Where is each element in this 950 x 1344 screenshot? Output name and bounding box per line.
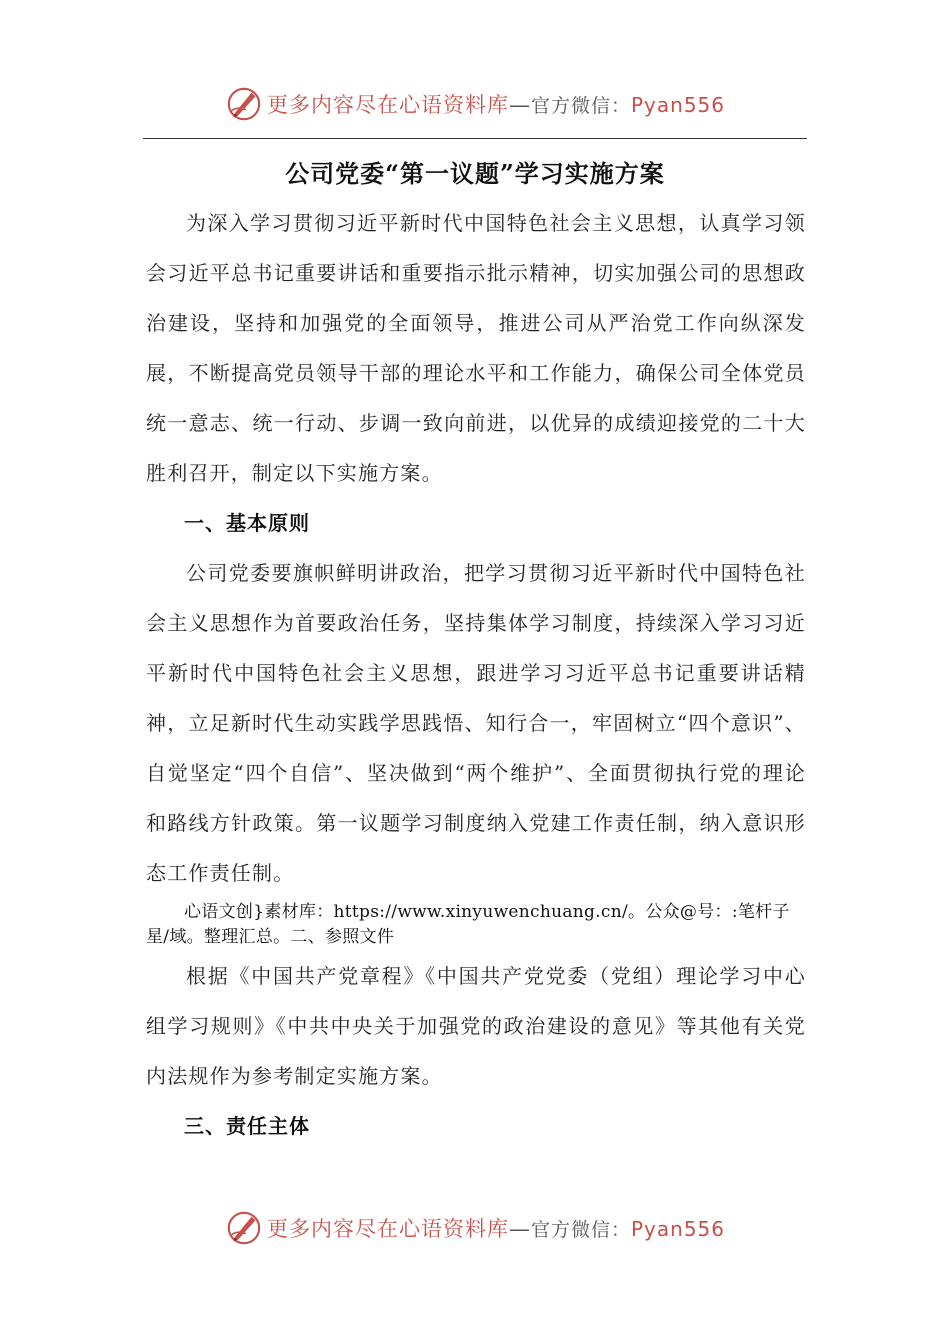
header-banner-text: [267, 89, 725, 119]
header-divider: [143, 138, 807, 139]
source-note-line2: 星/域。整理汇总。二、参照文件: [146, 927, 395, 947]
source-note-line1: 心语文创}素材库：https://www.xinyuwenchuang.cn/。公众@号：:笔杆子: [184, 902, 790, 922]
header-wechat-id: Pyan556: [631, 93, 726, 117]
document-body-2: [146, 951, 806, 1151]
footer-wechat-id: Pyan556: [631, 1217, 726, 1241]
footer-separator: —: [508, 1217, 531, 1241]
footer-banner-text: [267, 1213, 725, 1243]
footer-brand-text: 更多内容尽在心语资料库: [266, 1217, 509, 1241]
source-note: [146, 900, 806, 950]
intro-paragraph: 为深入学习贯彻习近平新时代中国特色社会主义思想，认真学习领会习近平总书记重要讲话和重要指示批示精神，切实加强公司的思想政治建设，坚持和加强党的全面领导，推进公司从严治党工作向纵深发展，不断提高党员领导干部的理论水平和工作能力，确保公司全体党员统一意志、统一行动、步调一致向前进，以优异的成绩迎接党的二十大胜利召开，制定以下实施方案。: [146, 211, 806, 485]
header-banner: [0, 82, 950, 126]
footer-banner: [0, 1206, 950, 1250]
header-brand-text: 更多内容尽在心语资料库: [266, 93, 509, 117]
header-wechat-label: 官方微信：: [530, 95, 631, 117]
document-title: 公司党委“第一议题”学习实施方案: [285, 159, 665, 188]
section2-paragraph: 根据《中国共产党章程》《中国共产党党委（党组）理论学习中心组学习规则》《中共中央关于加强党的政治建设的意见》等其他有关党内法规作为参考制定实施方案。: [146, 964, 806, 1088]
document-body: [146, 198, 806, 898]
section3-heading: 三、责任主体: [184, 1114, 310, 1138]
source-note-text: [146, 900, 806, 950]
pen-logo-icon: [225, 1209, 263, 1247]
section1-heading: 一、基本原则: [184, 511, 310, 535]
footer-wechat-label: 官方微信：: [530, 1219, 631, 1241]
section1-paragraph: 公司党委要旗帜鲜明讲政治，把学习贯彻习近平新时代中国特色社会主义思想作为首要政治任务，坚持集体学习制度，持续深入学习习近平新时代中国特色社会主义思想，跟进学习习近平总书记重要讲话精神，立足新时代生动实践学思践悟、知行合一，牢固树立“四个意识”、自觉坚定“四个自信”、坚决做到“两个维护”、全面贯彻执行党的理论和路线方针政策。第一议题学习制度纳入党建工作责任制，纳入意识形态工作责任制。: [146, 561, 806, 885]
pen-logo-icon: [225, 85, 263, 123]
header-separator: —: [508, 93, 531, 117]
